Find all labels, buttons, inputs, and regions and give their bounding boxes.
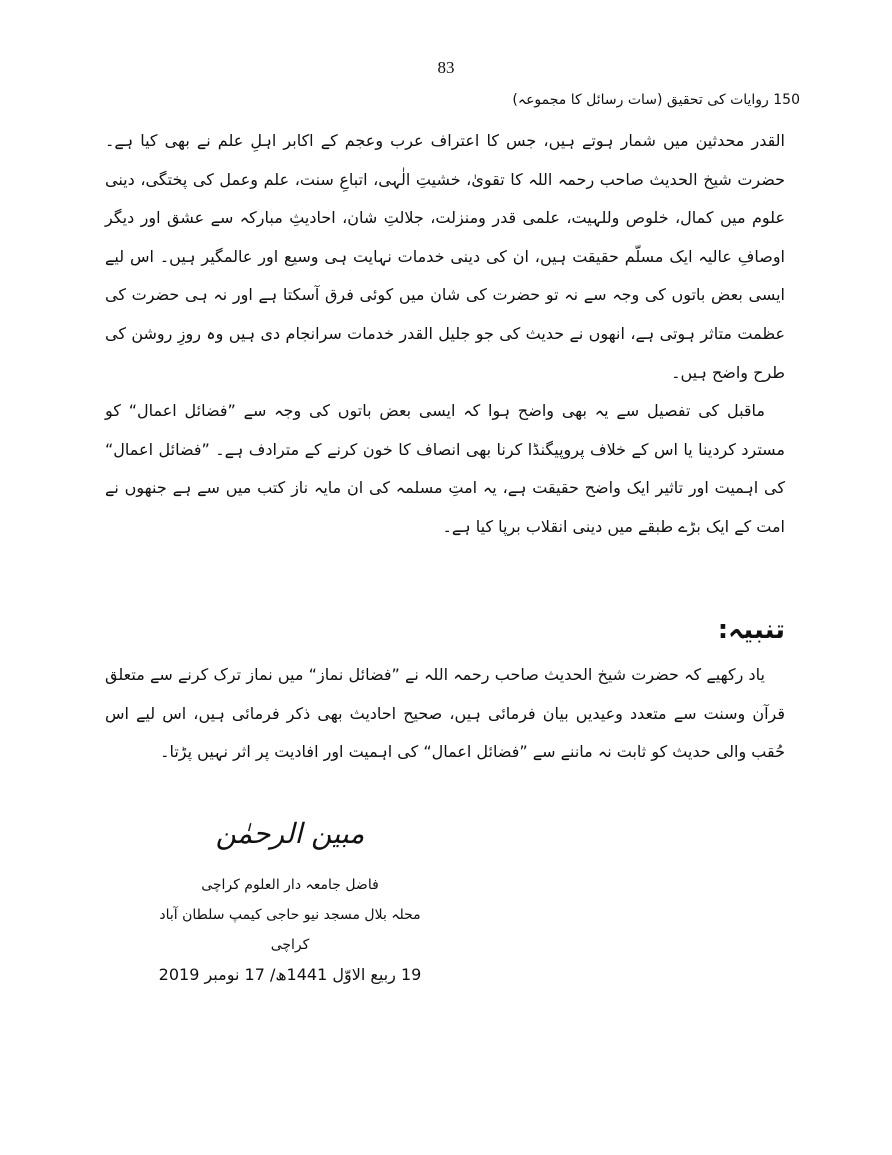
paragraph-2: ماقبل کی تفصیل سے یہ بھی واضح ہوا کہ ایسی بعض باتوں کی وجہ سے ”فضائل اعمال“ کو مسترد کردینا یا اس کے خلاف پروپیگنڈا کرنا بھی انصاف کا خون کرنے کے مترادف ہے۔ ”فضائل اعمال“ کی اہمیت اور تاثیر ایک واضح حقیقت ہے، یہ امتِ مسلمہ کی ان مایہ ناز کتب میں سے ہے جنھوں نے امت کے ایک بڑے طبقے میں دینی انقلاب برپا کیا ہے۔ bbox=[105, 401, 785, 536]
signature-block bbox=[150, 812, 430, 990]
running-header: 150 روایات کی تحقیق (سات رسائل کا مجموعہ) bbox=[512, 92, 800, 108]
page-number: 83 bbox=[437, 58, 455, 77]
note-text: یاد رکھیے کہ حضرت شیخ الحدیث صاحب رحمہ اللہ نے ”فضائل نماز“ میں نماز ترک کرنے سے متعلق قرآن وسنت سے متعدد وعیدیں بیان فرمائی ہیں، صحیح احادیث بھی ذکر فرمائی ہیں، اس لیے اس حُقب والی حدیث کو ثابت نہ ماننے سے ”فضائل اعمال“ کی اہمیت اور افادیت پر اثر نہیں پڑتا۔ bbox=[105, 665, 785, 762]
signature-date: 19 ربیع الاوّل 1441ھ/ 17 نومبر 2019 bbox=[158, 965, 422, 984]
paragraph-1: القدر محدثین میں شمار ہوتے ہیں، جس کا اعتراف عرب وعجم کے اکابر اہلِ علم نے بھی کیا ہے۔ حضرت شیخ الحدیث صاحب رحمہ اللہ کا تقویٰ، خشیتِ الٰہی، اتباعِ سنت، علم وعمل کی پختگی، دینی علوم میں کمال، خلوص وللہیت، علمی قدر ومنزلت، جلالتِ شان، احادیثِ مبارکہ سے عشق اور دیگر اوصافِ عالیہ ایک مسلّم حقیقت ہیں، ان کی دینی خدمات نہایت ہی وسیع اور عالمگیر ہیں۔ اس لیے ایسی بعض باتوں کی وجہ سے نہ تو حضرت کی شان میں کوئی فرق آسکتا ہے اور نہ ہی حضرت کی عظمت متاثر ہوتی ہے، انھوں نے حدیث کی جو جلیل القدر خدمات سرانجام دی ہیں وہ روزِ روشن کی طرح واضح ہیں۔ bbox=[105, 131, 785, 382]
body-text bbox=[105, 122, 785, 547]
signature-name: مبین الرحمٰن bbox=[215, 817, 365, 850]
signature-address: محلہ بلال مسجد نیو حاجی کیمپ سلطان آباد کراچی bbox=[159, 907, 421, 953]
signature-affiliation: فاضل جامعہ دار العلوم کراچی bbox=[201, 877, 379, 893]
note-heading: تنبیہ: bbox=[717, 615, 785, 645]
